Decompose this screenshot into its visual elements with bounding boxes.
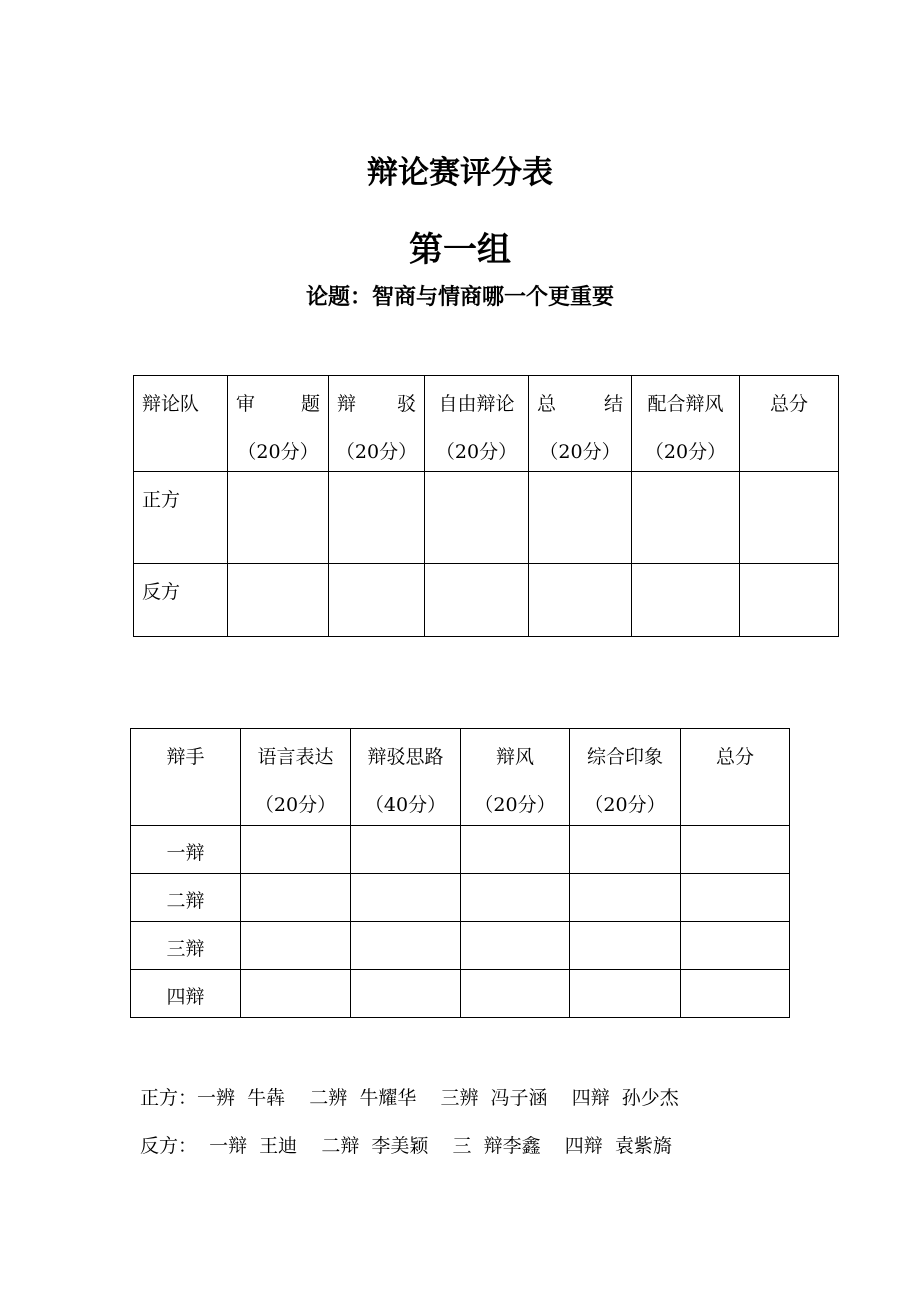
- score-cell[interactable]: [228, 472, 329, 564]
- score-cell[interactable]: [329, 472, 425, 564]
- score-cell[interactable]: [740, 564, 839, 637]
- row-label-cell: [134, 472, 228, 564]
- table-row: [131, 874, 790, 922]
- roster-pro-team: 正方：一辨 牛犇 二辨 牛耀华 三辨 冯子涵 四辩 孙少杰: [140, 1087, 679, 1109]
- score-cell[interactable]: [241, 826, 351, 874]
- header-cell: [228, 376, 329, 472]
- row-label: 正方: [142, 489, 181, 511]
- header-label: 辩风: [495, 746, 534, 768]
- header-cell: [241, 729, 351, 826]
- header-label: 辩论队: [142, 393, 200, 415]
- header-points: （40分）: [364, 794, 447, 816]
- score-cell[interactable]: [632, 472, 740, 564]
- header-cell: [529, 376, 632, 472]
- debater-score-table: [130, 728, 790, 1018]
- roster-con-team: 反方： 一辩 王迪 二辩 李美颖 三 辩李鑫 四辩 袁紫旖: [140, 1135, 672, 1157]
- header-points: （20分）: [335, 441, 418, 463]
- table-row: [134, 472, 839, 564]
- header-cell: [570, 729, 681, 826]
- header-points: （20分）: [539, 441, 621, 463]
- score-cell[interactable]: [570, 922, 681, 970]
- table-row: [131, 922, 790, 970]
- header-label: 辩手: [166, 746, 205, 768]
- score-cell[interactable]: [329, 564, 425, 637]
- score-cell[interactable]: [461, 826, 570, 874]
- header-points: （20分）: [237, 441, 319, 463]
- row-label: 三辩: [166, 938, 205, 960]
- header-cell: [351, 729, 461, 826]
- score-cell[interactable]: [461, 874, 570, 922]
- header-label: 总分: [769, 393, 808, 415]
- header-cell: [632, 376, 740, 472]
- score-cell[interactable]: [425, 472, 529, 564]
- team-score-table: [133, 375, 839, 637]
- score-cell[interactable]: [681, 826, 790, 874]
- score-cell[interactable]: [228, 564, 329, 637]
- score-cell[interactable]: [632, 564, 740, 637]
- score-cell[interactable]: [425, 564, 529, 637]
- score-cell[interactable]: [351, 970, 461, 1018]
- row-label: 四辩: [166, 986, 205, 1008]
- score-cell[interactable]: [241, 922, 351, 970]
- header-points: （20分）: [644, 441, 727, 463]
- header-label: 总 结: [537, 393, 623, 415]
- score-cell[interactable]: [351, 874, 461, 922]
- score-cell[interactable]: [681, 970, 790, 1018]
- header-label: 审 题: [236, 393, 320, 415]
- score-cell[interactable]: [461, 970, 570, 1018]
- table-row: [131, 826, 790, 874]
- score-cell[interactable]: [241, 970, 351, 1018]
- header-label: 自由辩论: [438, 393, 515, 415]
- score-cell[interactable]: [241, 874, 351, 922]
- score-cell[interactable]: [681, 922, 790, 970]
- score-cell[interactable]: [529, 472, 632, 564]
- header-cell: [329, 376, 425, 472]
- header-cell: [461, 729, 570, 826]
- header-cell: [425, 376, 529, 472]
- header-label: 辩 驳: [337, 393, 416, 415]
- table-header-row: [131, 729, 790, 826]
- header-cell: [740, 376, 839, 472]
- table-header-row: [134, 376, 839, 472]
- score-cell[interactable]: [570, 970, 681, 1018]
- header-points: （20分）: [254, 794, 337, 816]
- row-label-cell: [131, 970, 241, 1018]
- page-title: 辩论赛评分表: [367, 155, 553, 191]
- header-cell: [134, 376, 228, 472]
- table-row: [134, 564, 839, 637]
- header-label: 总分: [715, 746, 754, 768]
- score-cell[interactable]: [570, 826, 681, 874]
- header-label: 语言表达: [257, 746, 334, 768]
- header-points: （20分）: [435, 441, 518, 463]
- header-cell: [131, 729, 241, 826]
- score-cell[interactable]: [461, 922, 570, 970]
- score-cell[interactable]: [740, 472, 839, 564]
- row-label: 二辩: [166, 890, 205, 912]
- score-cell[interactable]: [570, 874, 681, 922]
- header-points: （20分）: [474, 794, 556, 816]
- debate-topic: 论题：智商与情商哪一个更重要: [305, 284, 614, 310]
- row-label-cell: [131, 826, 241, 874]
- row-label-cell: [131, 922, 241, 970]
- row-label-cell: [134, 564, 228, 637]
- header-label: 综合印象: [586, 746, 663, 768]
- header-cell: [681, 729, 790, 826]
- header-points: （20分）: [584, 794, 666, 816]
- header-label: 配合辩风: [647, 393, 724, 415]
- table-row: [131, 970, 790, 1018]
- header-label: 辩驳思路: [367, 746, 444, 768]
- score-cell[interactable]: [681, 874, 790, 922]
- row-label-cell: [131, 874, 241, 922]
- row-label: 反方: [142, 581, 181, 603]
- row-label: 一辩: [166, 842, 205, 864]
- score-cell[interactable]: [351, 922, 461, 970]
- score-cell[interactable]: [529, 564, 632, 637]
- group-heading: 第一组: [409, 230, 511, 270]
- score-cell[interactable]: [351, 826, 461, 874]
